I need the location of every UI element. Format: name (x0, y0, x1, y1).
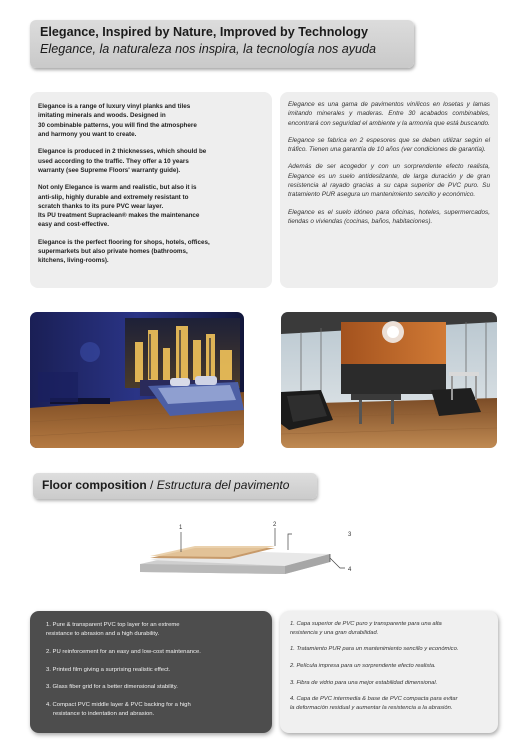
callout-line-4 (330, 558, 345, 568)
text-line: 1. Tratamiento PUR para un mantenimiento sencillo y económico. (290, 646, 459, 653)
text-line: resistencia y una gran durabilidad. (290, 629, 379, 636)
intro-en-paragraph-1 (38, 102, 264, 139)
callout-label-4: 4 (348, 567, 352, 573)
text-line: 4. Compact PVC middle layer & PVC backing for a high (46, 702, 191, 709)
text-line: scratch thanks to its pure PVC wear layer. (38, 202, 164, 210)
text-line: anti-slip, highly durable and extremely resistant to (38, 193, 189, 201)
text-line: 1. Pure & transparent PVC top layer for an extreme (46, 622, 180, 628)
text-line: supermarkets but also private homes (bathrooms, (38, 248, 188, 256)
composition-en-item (46, 621, 262, 639)
floor-composition-heading (33, 473, 317, 499)
text-line: Elegance is produced in 2 thicknesses, which should be (38, 148, 207, 156)
page-subtitle: Elegance, la naturaleza nos inspira, la tecnología nos ayuda (40, 42, 377, 56)
text-line: easy and cost-effective. (38, 221, 110, 229)
composition-es-item (290, 679, 492, 688)
composition-spanish-box (280, 611, 498, 733)
intro-english-box (30, 92, 272, 288)
floor-layer-diagram (140, 520, 370, 590)
callout-label-3: 3 (348, 532, 352, 538)
callout-line-3 (288, 534, 292, 550)
composition-en-item (46, 648, 262, 657)
lounge-photo (281, 312, 497, 448)
composition-en-item (46, 701, 262, 719)
text-line: Elegance is the perfect flooring for shops, hotels, offices, (38, 238, 210, 246)
intro-es-paragraph-1: Elegance es una gama de pavimentos vinílicos en losetas y lamas imitando minerales y maderas. Entre 30 acabados combinables, encontrará con seguridad el ambiente y la armonía que está buscando. (288, 101, 490, 127)
composition-english-box (30, 611, 272, 733)
text-line: resistance to indentation and abrasion. (53, 711, 155, 718)
bedroom-photo (30, 312, 244, 448)
intro-en-paragraph-2 (38, 147, 264, 175)
intro-en-paragraph-3 (38, 183, 264, 230)
floor-title-es: Estructura del pavimento (156, 478, 290, 492)
text-line: imitating minerals and woods. Designed in (38, 112, 166, 120)
composition-es-item (290, 620, 492, 637)
composition-es-item (290, 695, 492, 712)
text-line: 3. Glass fiber grid for a better dimensional stability. (46, 684, 178, 691)
text-line: 4. Capa de PVC intermedia & base de PVC compacta para evitar (290, 696, 458, 703)
composition-en-item (46, 683, 262, 692)
composition-en-item (46, 666, 262, 675)
text-line: Elegance is a range of luxury vinyl planks and tiles (38, 103, 191, 110)
floor-title-en: Floor composition (42, 478, 147, 492)
floor-title-separator: / (146, 478, 157, 492)
text-line: Not only Elegance is warm and realistic, but also it is (38, 184, 197, 192)
callout-label-2: 2 (273, 522, 277, 528)
intro-en-paragraph-4 (38, 238, 264, 266)
page-title: Elegance, Inspired by Nature, Improved by Technology (40, 25, 368, 39)
text-line: 3. Printed film giving a surprising realistic effect. (46, 666, 171, 673)
text-line: kitchens, living-rooms). (38, 257, 109, 265)
text-line: 30 combinable patterns, you will find the atmosphere (38, 121, 197, 129)
text-line: 2. PU reinforcement for an easy and low-cost maintenance. (46, 648, 201, 655)
text-line: used according to the traffic. They offer a 10 years (38, 157, 189, 165)
intro-spanish-box (280, 92, 498, 288)
callout-label-1: 1 (179, 525, 183, 531)
text-line: and harmony you want to create. (38, 130, 137, 138)
composition-es-item (290, 662, 492, 671)
text-line: Its PU treatment Supraclean® makes the maintenance (38, 212, 200, 220)
intro-es-paragraph-4: Elegance es el suelo idóneo para oficinas, hoteles, supermercados, tiendas o viviendas (cocinas, baños, habitaciones). (288, 208, 490, 225)
text-line: 2. Película impresa para un sorprendente efecto realista. (290, 663, 436, 670)
text-line: la deformación residual y aumentar la resistencia a la abrasión. (290, 705, 453, 712)
header-banner (30, 20, 414, 68)
text-line: warranty (see Supreme Floors' warranty guide). (38, 166, 181, 174)
text-line: 1. Capa superior de PVC puro y transparente para una alta (290, 621, 442, 627)
composition-es-item (290, 645, 492, 654)
text-line: 3. Fibra de vidrio para una mejor estabilidad dimensional. (290, 679, 438, 686)
intro-es-paragraph-3: Además de ser acogedor y con un sorprendente efecto realista, Elegance es un suelo antideslizante, de larga duración y de gran resistencia al rayado gracias a su capa superior de PVC puro. Su tratamiento PUR asegura un mantenimiento sencillo y económico. (288, 163, 490, 199)
text-line: resistance to abrasion and a high durability. (46, 630, 160, 637)
intro-es-paragraph-2: Elegance se fabrica en 2 espesores que se deben utilizar según el tráfico. Tienen una garantía de 10 años (ver condiciones de garantía). (288, 136, 490, 154)
